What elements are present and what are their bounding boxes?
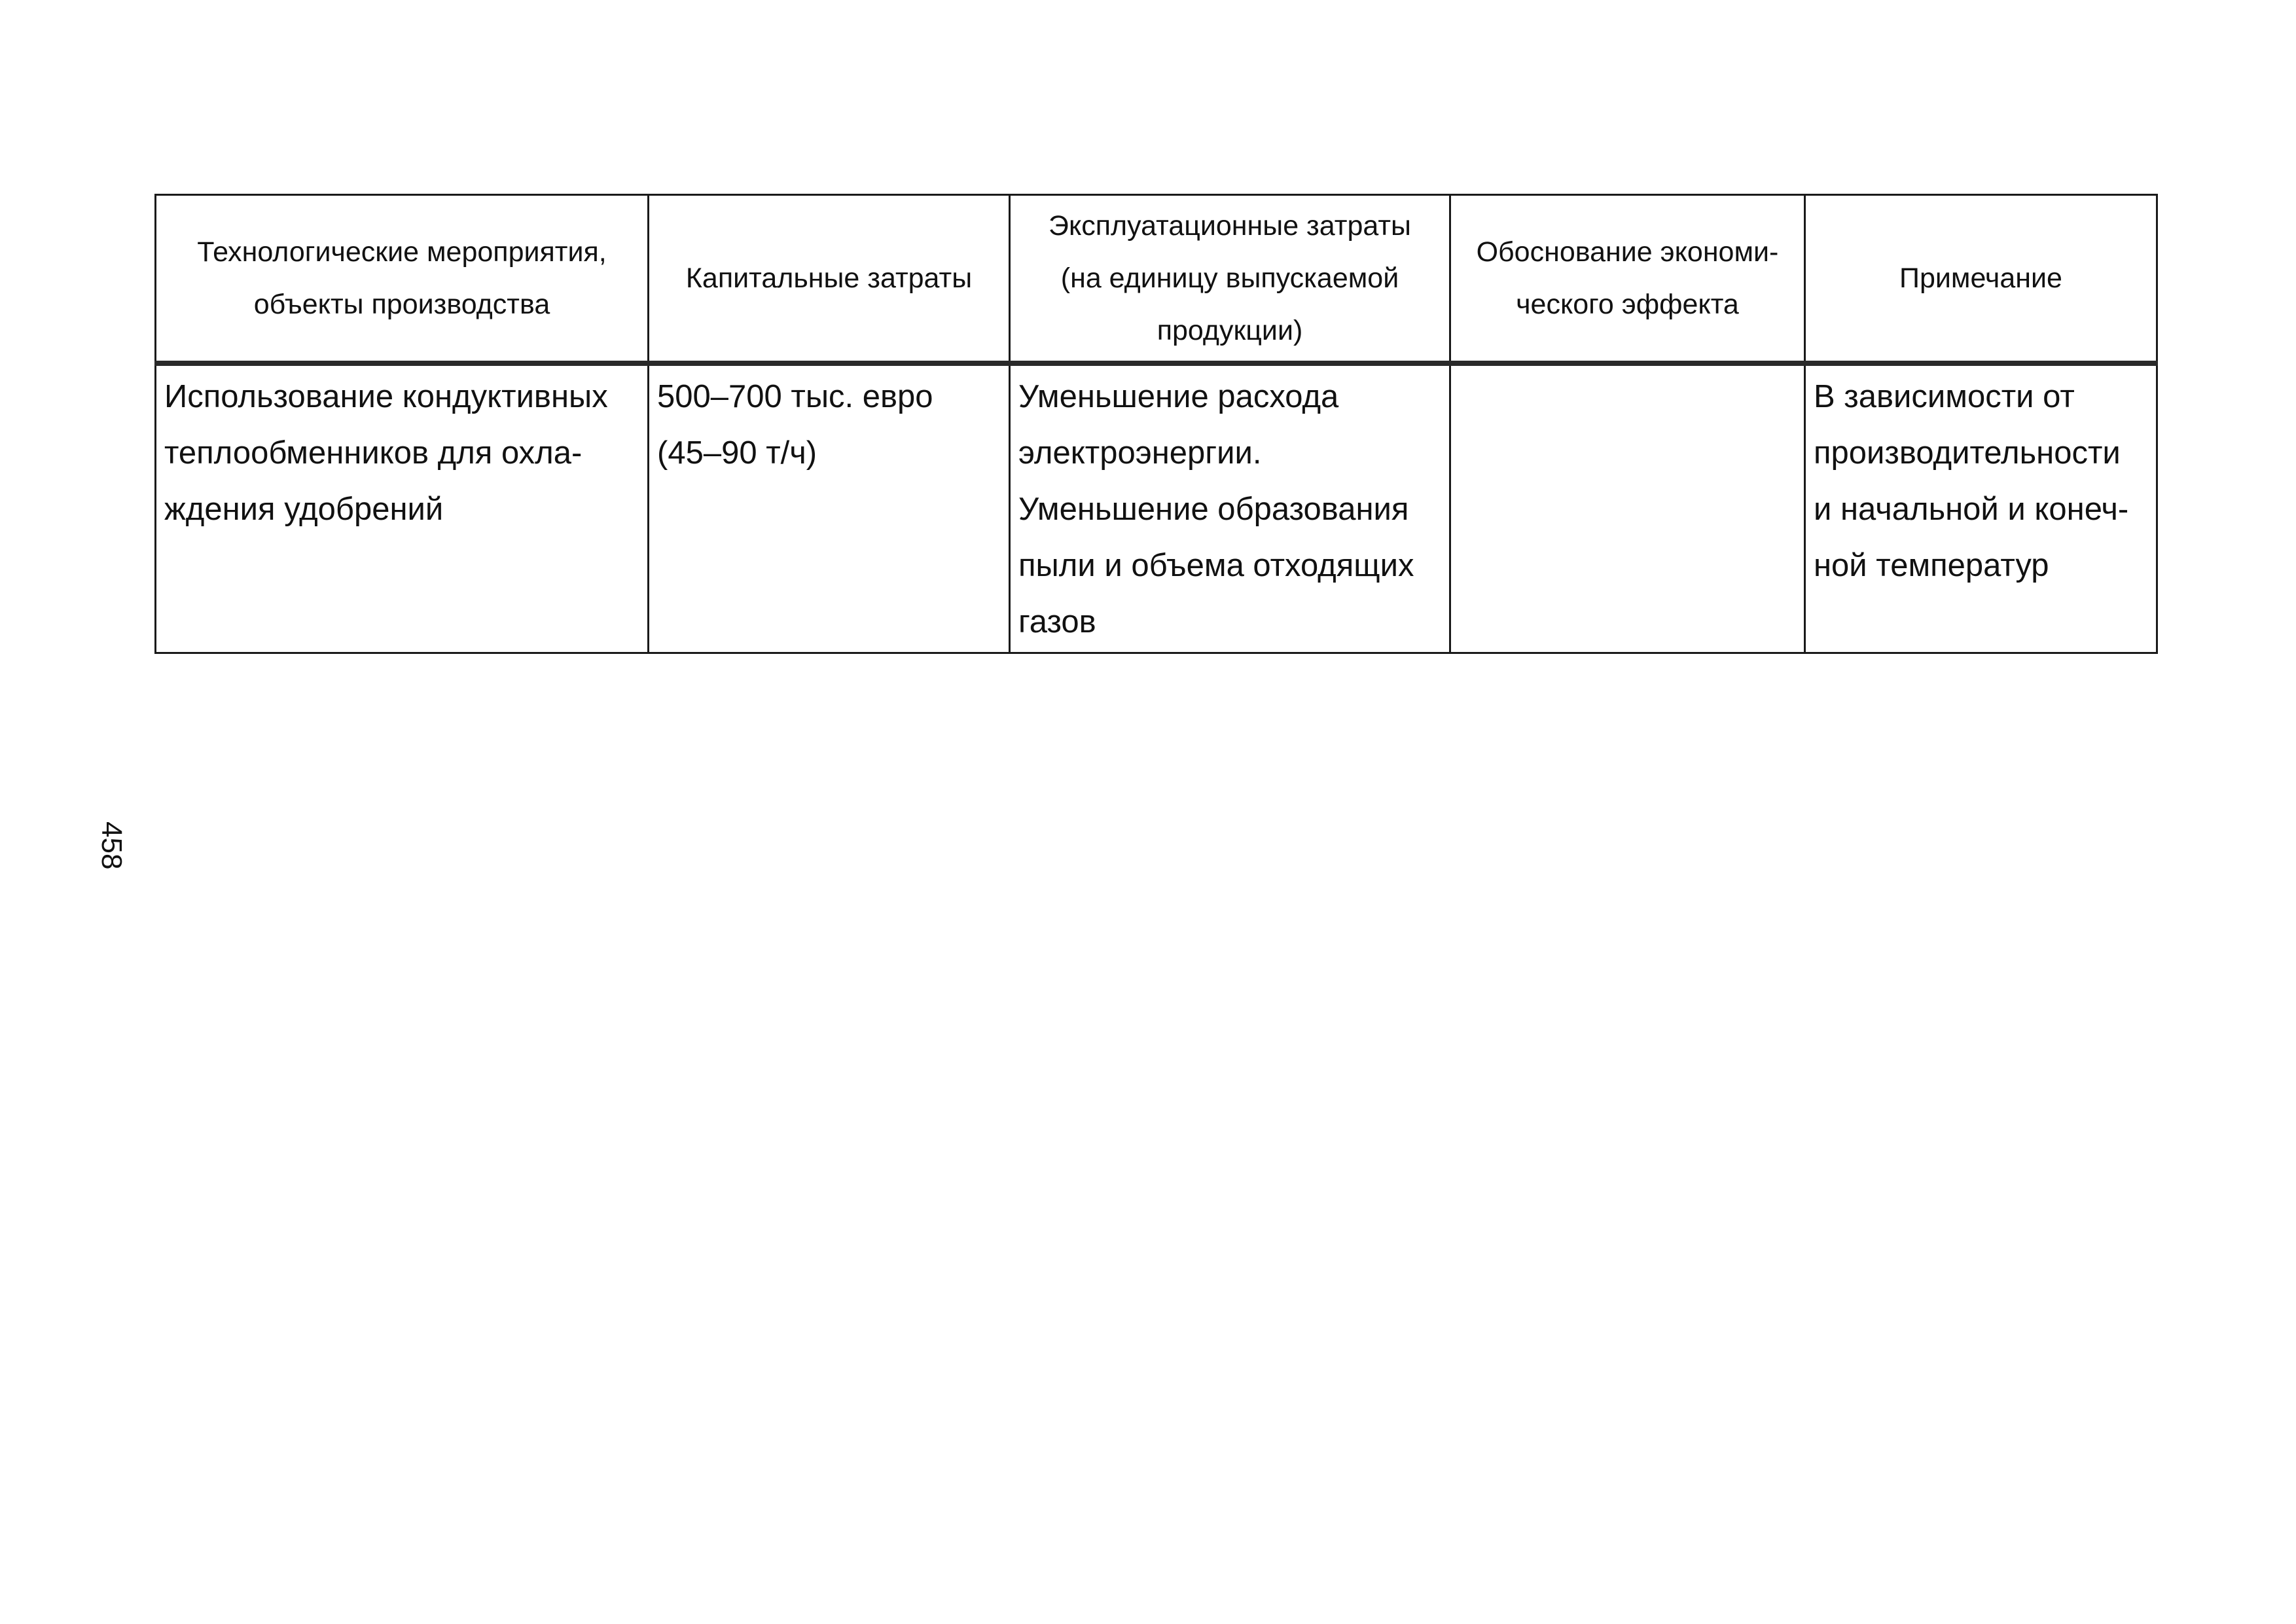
header-line: (на единицу выпускаемой bbox=[1060, 262, 1399, 294]
header-line: Капитальные затраты bbox=[685, 262, 973, 294]
header-operating-costs bbox=[1010, 195, 1450, 364]
cell-line: (45–90 т/ч) bbox=[657, 435, 817, 471]
cell-line: и начальной и конеч- bbox=[1814, 492, 2129, 527]
cell-line: ждения удобрений bbox=[164, 492, 444, 527]
header-capital-costs bbox=[649, 195, 1010, 364]
cell-line: электроэнергии. bbox=[1018, 435, 1262, 471]
header-measures bbox=[156, 195, 649, 364]
table-header-row bbox=[156, 195, 2157, 364]
header-line: Обоснование экономи- bbox=[1476, 236, 1779, 268]
cell-line: Использование кондуктивных bbox=[164, 379, 608, 414]
header-economic-justification bbox=[1450, 195, 1805, 364]
measures-table bbox=[154, 194, 2158, 654]
cell-economic-justification bbox=[1450, 363, 1805, 653]
cell-line: пыли и объема отходящих bbox=[1018, 548, 1414, 583]
header-line: Примечание bbox=[1899, 262, 2062, 294]
header-line: объекты производства bbox=[253, 289, 550, 320]
header-line: ческого эффекта bbox=[1516, 289, 1739, 320]
table-row bbox=[156, 363, 2157, 653]
cell-line: В зависимости от bbox=[1814, 379, 2075, 414]
cell-measure bbox=[156, 363, 649, 653]
cell-line: производительности bbox=[1814, 435, 2121, 471]
cell-note bbox=[1805, 363, 2157, 653]
header-line: Технологические мероприятия, bbox=[197, 236, 607, 268]
cell-operating-costs bbox=[1010, 363, 1450, 653]
cell-capital-costs bbox=[649, 363, 1010, 653]
cell-line: Уменьшение образования bbox=[1018, 492, 1409, 527]
header-note bbox=[1805, 195, 2157, 364]
header-line: Эксплуатационные затраты bbox=[1049, 210, 1411, 242]
cell-line: ной температур bbox=[1814, 548, 2049, 583]
page-number: 458 bbox=[96, 821, 128, 870]
header-line: продукции) bbox=[1157, 315, 1303, 346]
cell-line: теплообменников для охла- bbox=[164, 435, 583, 471]
cell-line: 500–700 тыс. евро bbox=[657, 379, 933, 414]
cell-line: газов bbox=[1018, 604, 1096, 640]
cell-line: Уменьшение расхода bbox=[1018, 379, 1339, 414]
